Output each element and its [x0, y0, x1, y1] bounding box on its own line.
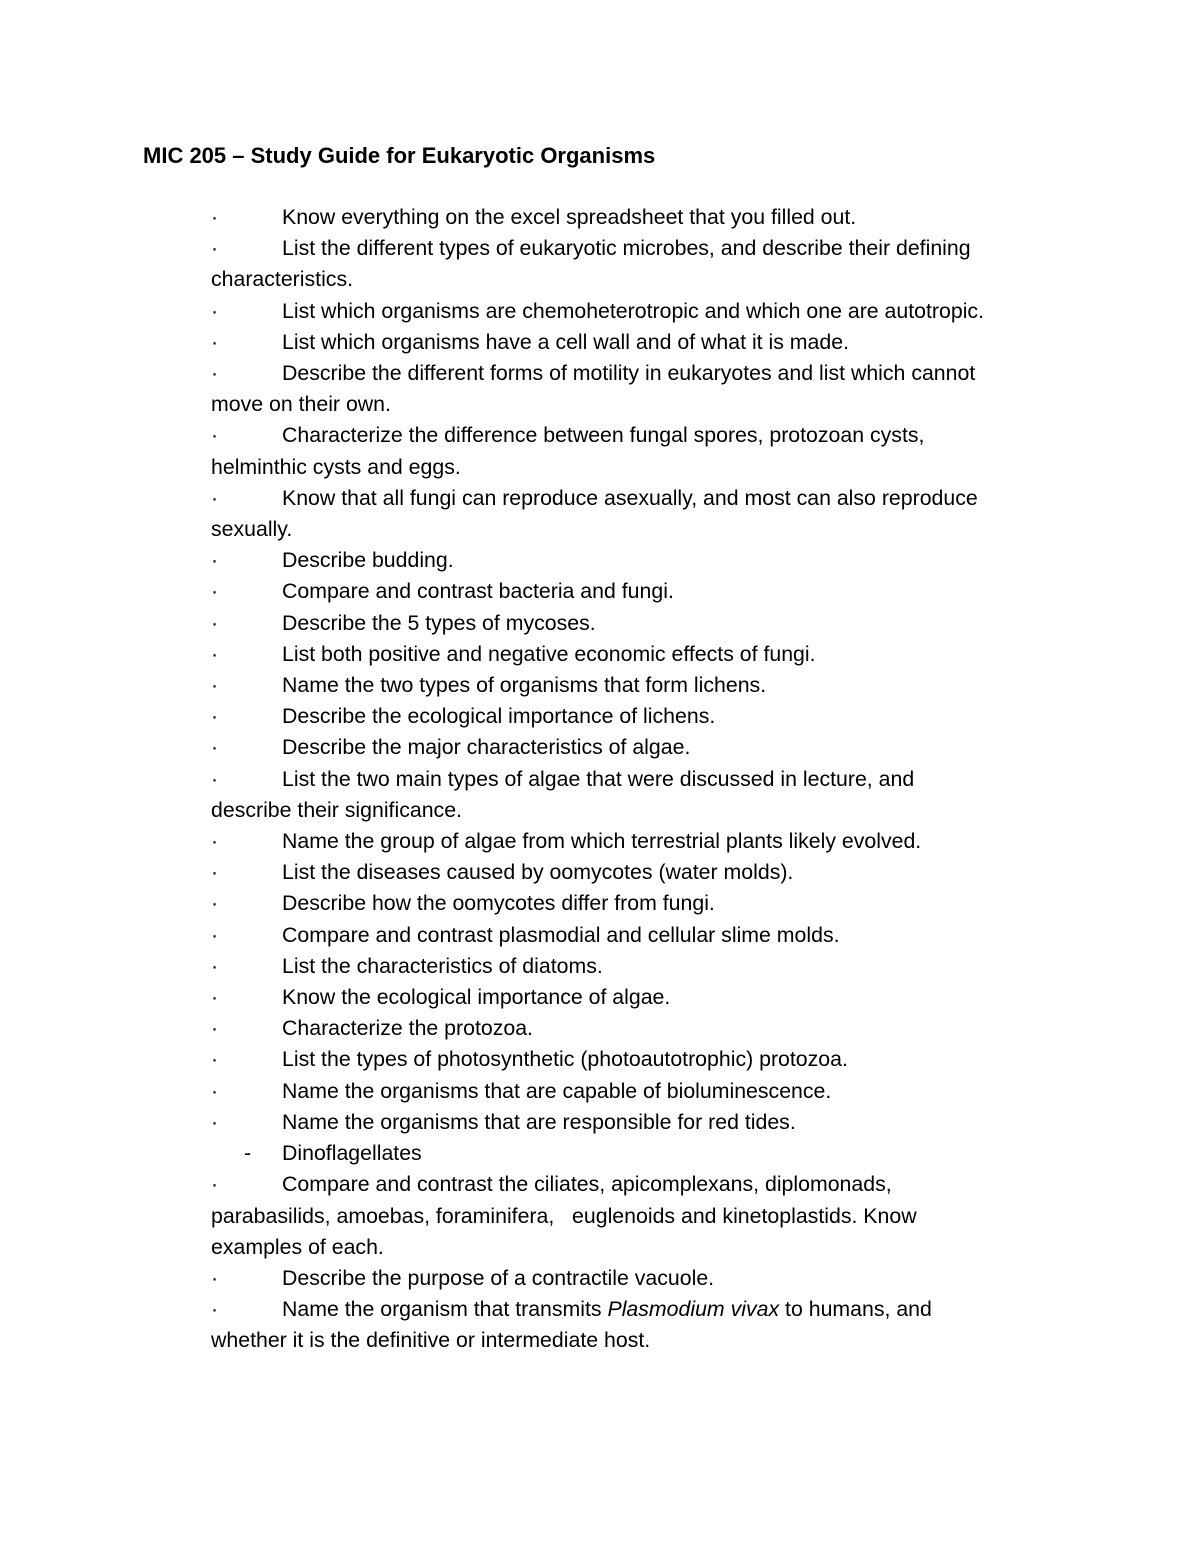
bullet-marker: · [211, 579, 219, 604]
species-name: Plasmodium vivax [607, 1297, 780, 1322]
bullet-marker: · [211, 891, 219, 916]
bullet-marker: · [211, 860, 219, 885]
item-text: List both positive and negative economic effects of fungi. [282, 641, 816, 666]
list-item [211, 701, 1071, 732]
item-text: to humans, and [779, 1297, 932, 1322]
item-text-continued: helminthic cysts and eggs. [211, 454, 461, 479]
list-item [211, 888, 1071, 919]
bullet-marker: · [211, 329, 219, 354]
item-text: List the two main types of algae that were discussed in lecture, and [282, 766, 915, 791]
item-text: Describe how the oomycotes differ from fungi. [282, 891, 715, 916]
bullet-marker: · [211, 236, 219, 261]
item-text: Name the organisms that are capable of bioluminescence. [282, 1078, 832, 1103]
list-item [211, 951, 1071, 982]
bullet-marker: · [211, 485, 219, 510]
list-item [211, 1169, 1071, 1263]
item-text: Describe budding. [282, 548, 454, 573]
list-item [211, 608, 1071, 639]
list-item [211, 233, 1071, 295]
sub-list-item [211, 1138, 1071, 1169]
bullet-marker: · [211, 1078, 219, 1103]
bullet-marker: · [211, 1047, 219, 1072]
item-text-continued: move on their own. [211, 392, 391, 417]
bullet-marker: · [211, 829, 219, 854]
list-item [211, 1263, 1071, 1294]
list-item [211, 296, 1071, 327]
item-text: Know the ecological importance of algae. [282, 985, 671, 1010]
list-item [211, 483, 1071, 545]
item-text: Name the group of algae from which terrestrial plants likely evolved. [282, 829, 922, 854]
item-text-continued: examples of each. [211, 1234, 384, 1259]
list-item [211, 358, 1071, 420]
bullet-marker: · [211, 766, 219, 791]
item-text-continued: parabasilids, amoebas, foraminifera, euglenoids and kinetoplastids. Know [211, 1203, 917, 1228]
item-text: Describe the 5 types of mycoses. [282, 610, 596, 635]
item-text: Describe the purpose of a contractile vacuole. [282, 1265, 715, 1290]
bullet-marker: · [211, 1265, 219, 1290]
item-text: Compare and contrast bacteria and fungi. [282, 579, 674, 604]
bullet-marker: · [211, 610, 219, 635]
list-item [211, 1013, 1071, 1044]
list-item [211, 1044, 1071, 1075]
bullet-marker: · [211, 1016, 219, 1041]
item-text: List the characteristics of diatoms. [282, 953, 603, 978]
dash-marker: - [244, 1141, 252, 1166]
bullet-marker: · [211, 1109, 219, 1134]
bullet-marker: · [211, 205, 219, 229]
list-item [211, 639, 1071, 670]
item-text: Characterize the protozoa. [282, 1016, 533, 1041]
bullet-marker: · [211, 641, 219, 666]
study-guide-list [211, 202, 1071, 1357]
item-text: List the different types of eukaryotic microbes, and describe their defining [282, 236, 971, 261]
list-item [211, 1076, 1071, 1107]
list-item [211, 545, 1071, 576]
bullet-marker: · [211, 673, 219, 698]
item-text-continued: describe their significance. [211, 797, 462, 822]
bullet-marker: · [211, 704, 219, 729]
bullet-marker: · [211, 298, 219, 323]
list-item [211, 576, 1071, 607]
item-text: List the types of photosynthetic (photoautotrophic) protozoa. [282, 1047, 848, 1072]
document-title: MIC 205 – Study Guide for Eukaryotic Organisms [143, 143, 656, 168]
sub-item-text: Dinoflagellates [282, 1141, 422, 1166]
item-text: Characterize the difference between fungal spores, protozoan cysts, [282, 423, 925, 448]
item-text: Compare and contrast plasmodial and cellular slime molds. [282, 922, 840, 947]
list-item [211, 1107, 1071, 1138]
list-item [211, 920, 1071, 951]
list-item [211, 202, 1071, 233]
list-item [211, 732, 1071, 763]
bullet-marker: · [211, 735, 219, 760]
item-text: Name the organisms that are responsible for red tides. [282, 1109, 796, 1134]
item-text: Name the organism that transmits [282, 1297, 608, 1322]
item-text: Describe the different forms of motility in eukaryotes and list which cannot [282, 361, 976, 386]
item-text: Know everything on the excel spreadsheet that you filled out. [282, 205, 857, 229]
list-item [211, 982, 1071, 1013]
list-item [211, 1294, 1071, 1356]
item-text: Name the two types of organisms that form lichens. [282, 673, 767, 698]
list-item [211, 857, 1071, 888]
bullet-marker: · [211, 1172, 219, 1197]
bullet-marker: · [211, 953, 219, 978]
item-text: List which organisms have a cell wall and of what it is made. [282, 329, 849, 354]
item-text: List which organisms are chemoheterotropic and which one are autotropic. [282, 298, 984, 323]
item-text: Describe the ecological importance of lichens. [282, 704, 716, 729]
bullet-marker: · [211, 423, 219, 448]
item-text: Compare and contrast the ciliates, apicomplexans, diplomonads, [282, 1172, 892, 1197]
item-text-continued: sexually. [211, 517, 293, 542]
bullet-marker: · [211, 1297, 219, 1322]
list-item [211, 420, 1071, 482]
list-item [211, 826, 1071, 857]
item-text: Know that all fungi can reproduce asexually, and most can also reproduce [282, 485, 978, 510]
list-item [211, 670, 1071, 701]
item-text-continued: whether it is the definitive or intermediate host. [211, 1328, 651, 1353]
item-text: Describe the major characteristics of algae. [282, 735, 691, 760]
item-text: List the diseases caused by oomycotes (water molds). [282, 860, 794, 885]
bullet-marker: · [211, 361, 219, 386]
item-text-continued: characteristics. [211, 267, 354, 292]
list-item [211, 327, 1071, 358]
bullet-marker: · [211, 548, 219, 573]
list-item [211, 764, 1071, 826]
bullet-marker: · [211, 922, 219, 947]
bullet-marker: · [211, 985, 219, 1010]
